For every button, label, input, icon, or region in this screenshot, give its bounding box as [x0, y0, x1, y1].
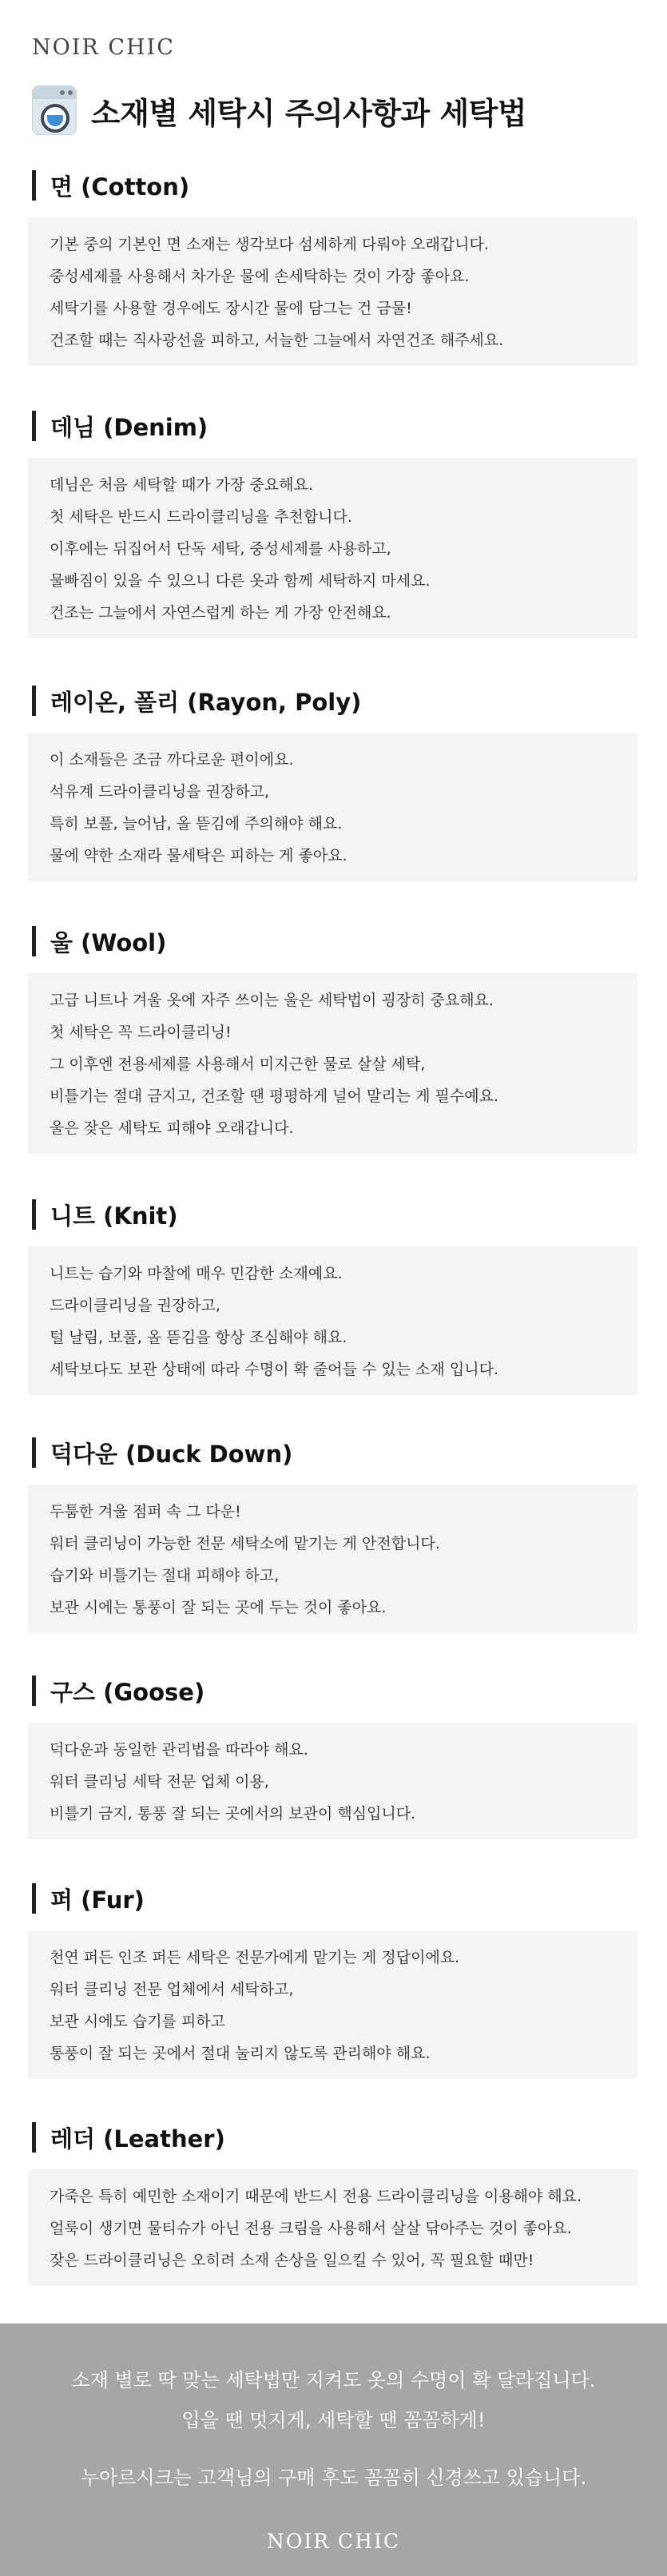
care-instruction-line: 데님은 처음 세탁할 때가 가장 중요해요.: [50, 476, 313, 494]
care-instruction-line: 보관 시에도 습기를 피하고: [50, 2013, 226, 2030]
section-title: 울 (Wool): [50, 928, 167, 956]
heading-accent-bar: [32, 411, 36, 441]
page-title: 소재별 세탁시 주의사항과 세탁법: [91, 95, 527, 131]
section-title: 덕다운 (Duck Down): [50, 1440, 293, 1468]
section-heading: [28, 169, 637, 201]
care-instruction-line: 첫 세탁은 반드시 드라이클리닝을 추천합니다.: [50, 508, 352, 526]
material-section: [28, 1199, 637, 1395]
care-instruction-line: 고급 니트나 겨울 옷에 자주 쓰이는 울은 세탁법이 굉장히 중요해요.: [50, 992, 494, 1009]
heading-accent-bar: [32, 1199, 36, 1230]
care-instruction-line: 건조는 그늘에서 자연스럽게 하는 게 가장 안전해요.: [50, 604, 391, 622]
page-header: [32, 85, 526, 135]
section-heading: [28, 2121, 637, 2153]
care-instructions-box: [28, 1485, 637, 1633]
care-instruction-line: 덕다운과 동일한 관리법을 따라야 해요.: [50, 1741, 308, 1759]
section-title: 레이온, 폴리 (Rayon, Poly): [50, 688, 362, 716]
care-instruction-line: 니트는 습기와 마찰에 매우 민감한 소재예요.: [50, 1265, 343, 1282]
care-instruction-line: 털 날림, 보풀, 올 뜯김을 항상 조심해야 해요.: [50, 1329, 347, 1346]
care-instruction-line: 첫 세탁은 꼭 드라이클리닝!: [50, 1024, 232, 1041]
footer-line-2: 입을 땐 멋지게, 세탁할 땐 꼼꼼하게!: [181, 2409, 486, 2431]
care-instruction-line: 비틀기는 절대 금지고, 건조할 땐 평평하게 널어 말리는 게 필수예요.: [50, 1087, 498, 1105]
heading-accent-bar: [32, 926, 36, 956]
brand-logo-bottom: NOIR CHIC: [267, 2530, 400, 2553]
care-instructions-box: [28, 2169, 637, 2286]
care-instructions-box: [28, 973, 637, 1154]
material-section: [28, 925, 637, 1154]
section-heading: [28, 925, 637, 957]
care-instructions-box: [28, 458, 637, 638]
heading-accent-bar: [32, 1676, 36, 1706]
material-section: [28, 685, 637, 881]
care-instruction-line: 습기와 비틀기는 절대 피해야 하고,: [50, 1567, 280, 1584]
material-section: [28, 1675, 637, 1839]
care-instructions-box: [28, 217, 637, 366]
material-section: [28, 2121, 637, 2286]
care-instruction-line: 워터 클리닝 전문 업체에서 세탁하고,: [50, 1981, 294, 1998]
care-instruction-line: 워터 클리닝이 가능한 전문 세탁소에 맡기는 게 안전합니다.: [50, 1535, 440, 1552]
heading-accent-bar: [32, 1883, 36, 1914]
footer-line-3: 누아르시크는 고객님의 구매 후도 꼼꼼히 신경쓰고 있습니다.: [80, 2467, 586, 2489]
care-instruction-line: 비틀기 금지, 통풍 잘 되는 곳에서의 보관이 핵심입니다.: [50, 1805, 416, 1823]
care-instruction-line: 세탁보다도 보관 상태에 따라 수명이 확 줄어들 수 있는 소재 입니다.: [50, 1361, 498, 1378]
material-section: [28, 410, 637, 638]
care-instruction-line: 드라이클리닝을 권장하고,: [50, 1297, 220, 1314]
care-instruction-line: 잦은 드라이클리닝은 오히려 소재 손상을 일으킬 수 있어, 꼭 필요할 때만!: [50, 2252, 534, 2269]
heading-accent-bar: [32, 1437, 36, 1468]
care-instruction-line: 두툼한 겨울 점퍼 속 그 다운!: [50, 1503, 241, 1521]
care-instructions-box: [28, 1930, 637, 2079]
footer: [0, 2324, 667, 2576]
care-instruction-line: 기본 중의 기본인 면 소재는 생각보다 섬세하게 다뤄야 오래갑니다.: [50, 236, 489, 253]
care-instruction-line: 울은 잦은 세탁도 피해야 오래갑니다.: [50, 1119, 294, 1137]
care-instruction-line: 이후에는 뒤집어서 단독 세탁, 중성세제를 사용하고,: [50, 540, 391, 558]
section-heading: [28, 1199, 637, 1230]
care-instruction-line: 워터 클리닝 세탁 전문 업체 이용,: [50, 1773, 269, 1791]
care-instruction-line: 세탁기를 사용할 경우에도 장시간 물에 담그는 건 금물!: [50, 300, 412, 317]
section-title: 퍼 (Fur): [50, 1886, 145, 1914]
care-instruction-line: 천연 퍼든 인조 퍼든 세탁은 전문가에게 맡기는 게 정답이에요.: [50, 1949, 460, 1966]
section-title: 구스 (Goose): [50, 1678, 205, 1706]
care-instruction-line: 통풍이 잘 되는 곳에서 절대 눌리지 않도록 관리해야 해요.: [50, 2045, 431, 2062]
care-instruction-line: 석유계 드라이클리닝을 권장하고,: [50, 783, 270, 801]
heading-accent-bar: [32, 2122, 36, 2153]
care-instructions-box: [28, 1246, 637, 1395]
care-instruction-line: 그 이후엔 전용세제를 사용해서 미지근한 물로 살살 세탁,: [50, 1055, 426, 1073]
material-section: [28, 169, 637, 366]
section-heading: [28, 410, 637, 442]
material-section: [28, 1882, 637, 2079]
section-title: 데님 (Denim): [50, 413, 208, 441]
section-heading: [28, 1437, 637, 1469]
care-instructions-box: [28, 1723, 637, 1839]
section-title: 니트 (Knit): [50, 1202, 178, 1230]
section-heading: [28, 685, 637, 717]
care-instruction-line: 물빠짐이 있을 수 있으니 다른 옷과 함께 세탁하지 마세요.: [50, 572, 431, 590]
section-title: 면 (Cotton): [50, 173, 190, 201]
care-instruction-line: 물에 약한 소재라 물세탁은 피하는 게 좋아요.: [50, 847, 347, 865]
care-instruction-line: 이 소재들은 조금 까다로운 편이에요.: [50, 751, 294, 769]
heading-accent-bar: [32, 686, 36, 716]
section-heading: [28, 1882, 637, 1914]
care-instruction-line: 중성세제를 사용해서 차가운 물에 손세탁하는 것이 가장 좋아요.: [50, 268, 470, 285]
care-instruction-line: 가죽은 특히 예민한 소재이기 때문에 반드시 전용 드라이클리닝을 이용해야 해요.: [50, 2188, 582, 2205]
care-instruction-line: 보관 시에는 통풍이 잘 되는 곳에 두는 것이 좋아요.: [50, 1599, 387, 1616]
heading-accent-bar: [32, 170, 36, 201]
material-section: [28, 1437, 637, 1633]
care-instruction-line: 특히 보풀, 늘어남, 올 뜯김에 주의해야 해요.: [50, 815, 343, 833]
section-heading: [28, 1675, 637, 1707]
care-instruction-line: 얼룩이 생기면 물티슈가 아닌 전용 크림을 사용해서 살살 닦아주는 것이 좋아요.: [50, 2220, 572, 2237]
section-title: 레더 (Leather): [50, 2125, 225, 2153]
footer-line-1: 소재 별로 딱 맞는 세탁법만 지켜도 옷의 수명이 확 달라집니다.: [71, 2369, 596, 2391]
care-instruction-line: 건조할 때는 직사광선을 피하고, 서늘한 그늘에서 자연건조 해주세요.: [50, 332, 504, 349]
brand-logo-top: NOIR CHIC: [32, 35, 175, 60]
washing-machine-icon: [32, 85, 77, 135]
care-instructions-box: [28, 733, 637, 881]
